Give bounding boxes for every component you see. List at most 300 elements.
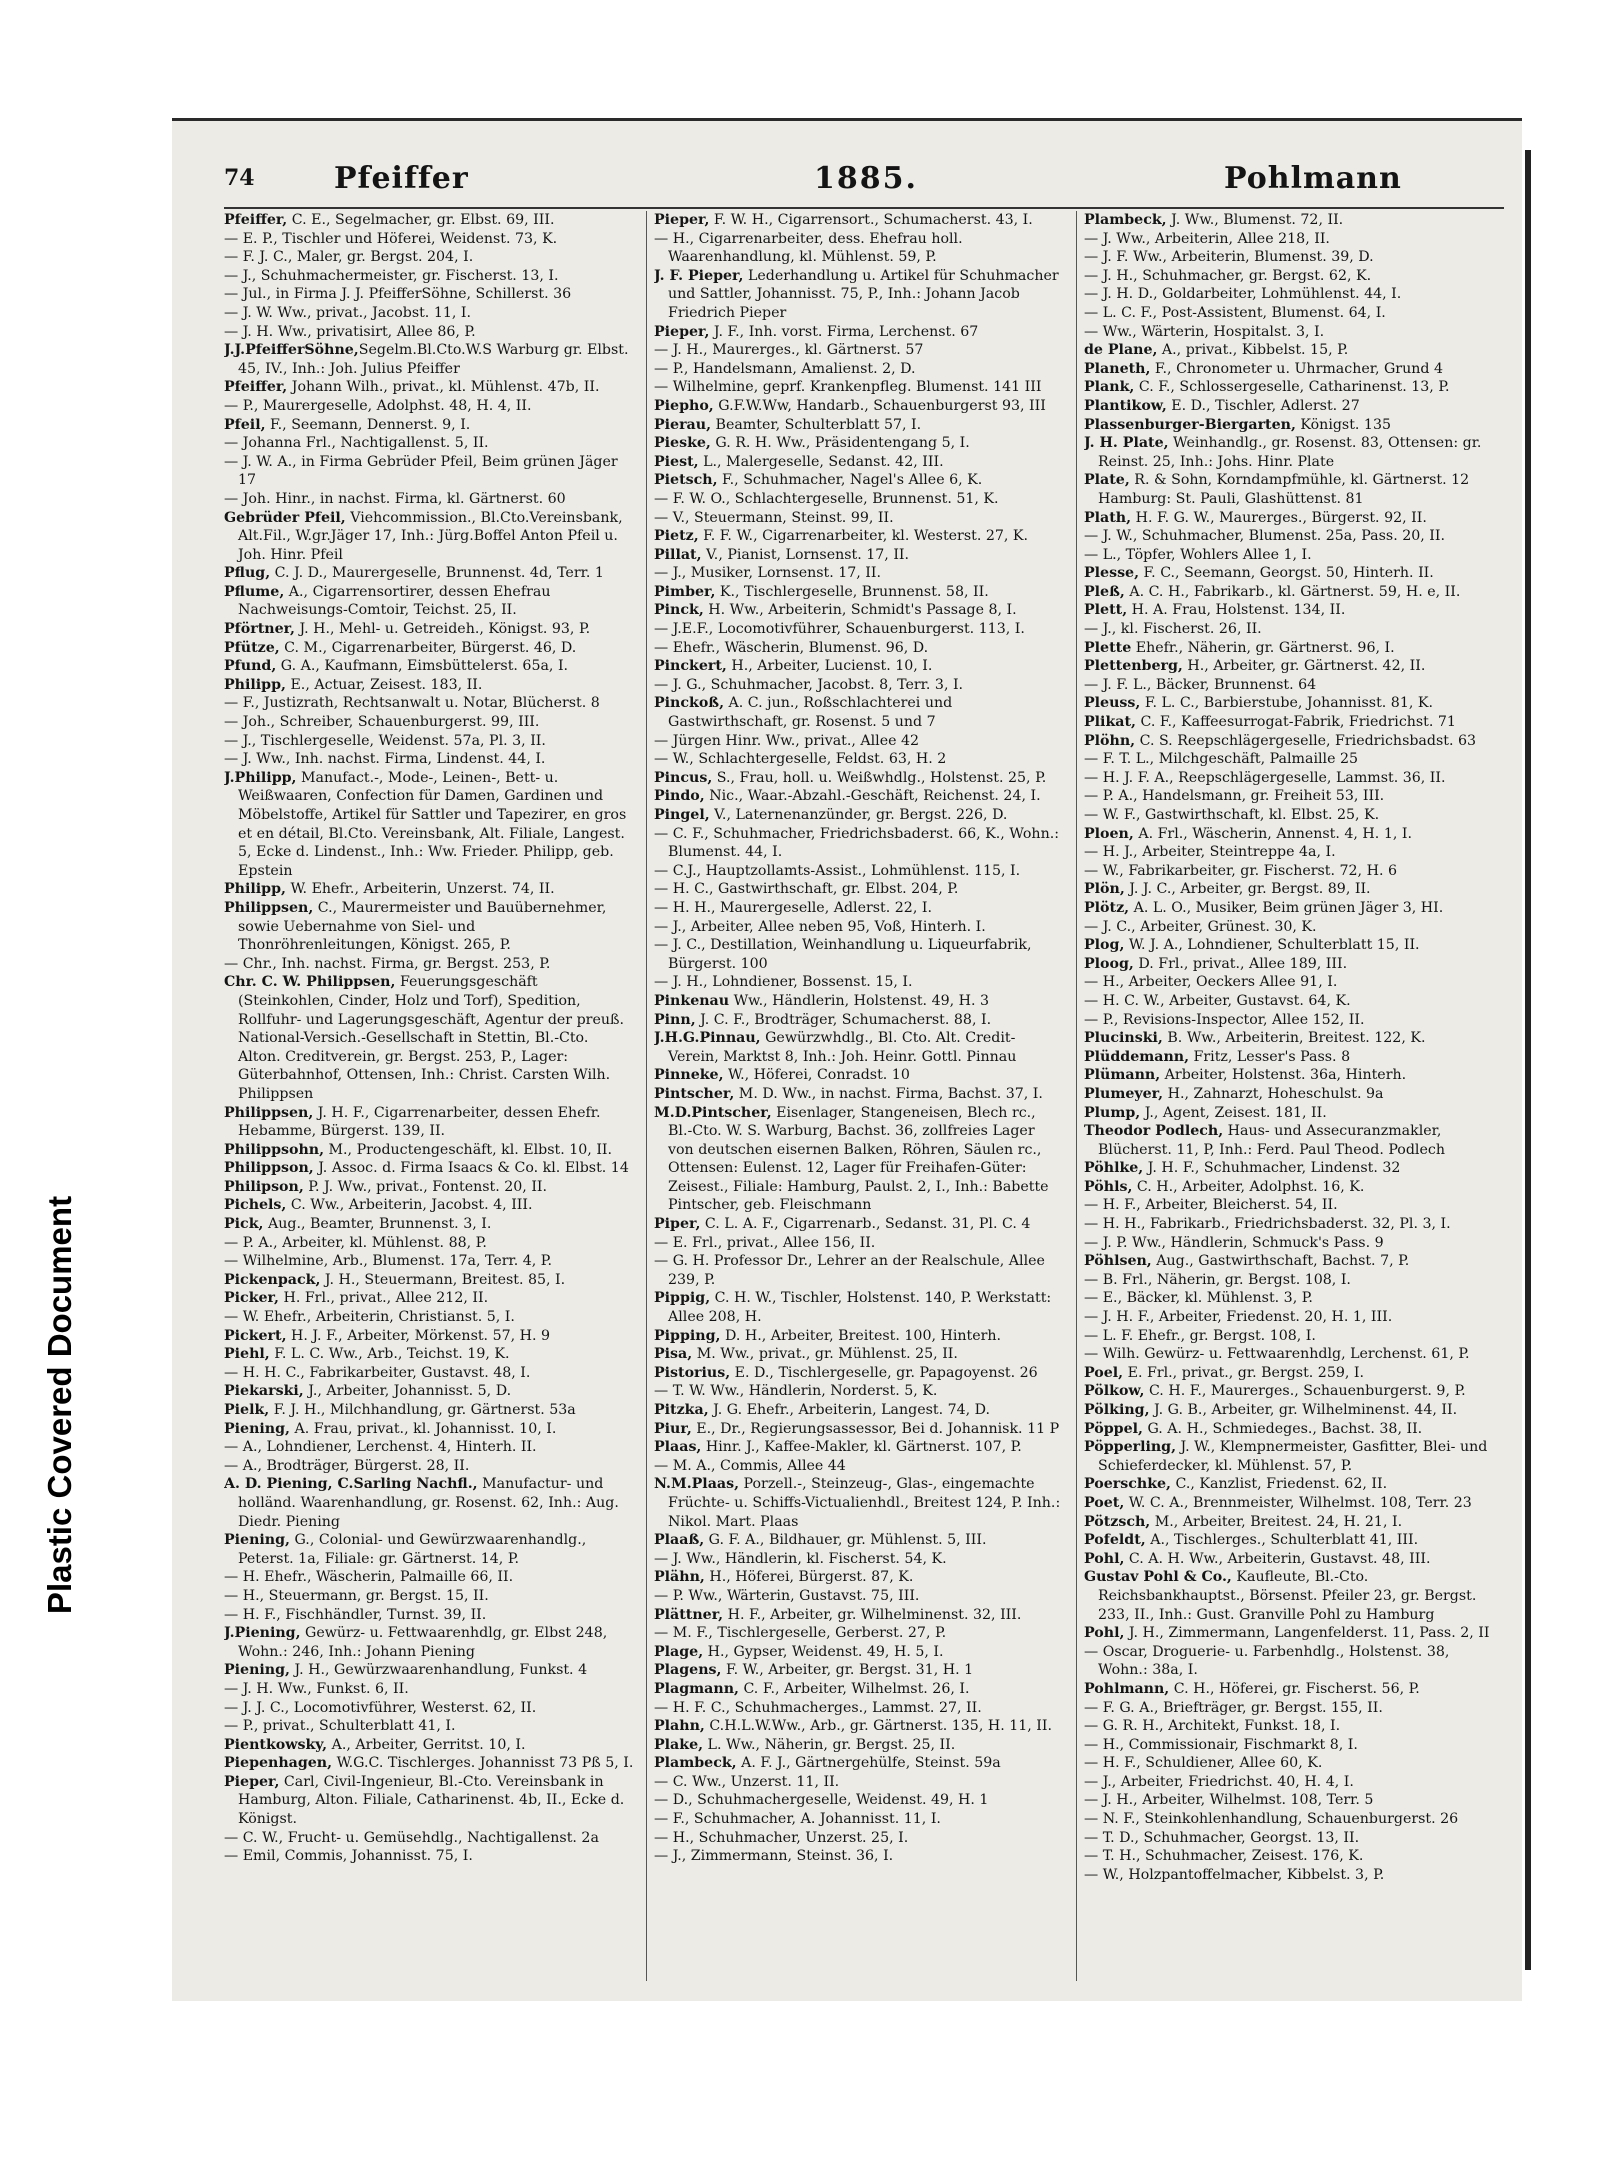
entry-name: Plaas, <box>654 1439 702 1456</box>
entry-text: A. Frl., Wäscherin, Annenst. 4, H. 1, I. <box>1133 825 1412 842</box>
entry-name: Pitzka, <box>654 1402 709 1418</box>
directory-entry <box>1084 601 1494 620</box>
entry-text: — H., Commissionair, Fischmarkt 8, I. <box>1084 1736 1358 1753</box>
directory-entry <box>224 509 634 565</box>
entry-text: C. F., Schlossergeselle, Catharinenst. 13, P. <box>1134 379 1450 396</box>
entry-text: Fritz, Lesser's Pass. 8 <box>1189 1048 1351 1065</box>
entry-name: Pöppel, <box>1084 1420 1143 1437</box>
entry-name: Pick, <box>224 1216 264 1233</box>
directory-entry <box>654 601 1064 620</box>
entry-name: Pistorius, <box>654 1364 731 1381</box>
entry-text: — J. F. L., Bäcker, Brunnenst. 64 <box>1084 676 1317 693</box>
page-header <box>224 161 1504 205</box>
directory-entry <box>1084 1420 1494 1439</box>
entry-name: Pieske, <box>654 435 711 452</box>
entry-text: — A., Brodträger, Bürgerst. 28, II. <box>224 1457 470 1474</box>
entry-text: Johann Wilh., privat., kl. Mühlenst. 47b, II. <box>287 379 600 396</box>
directory-entry <box>1084 583 1494 602</box>
directory-entry <box>654 1401 1064 1420</box>
entry-name: Plake, <box>654 1736 704 1753</box>
entry-text: — J. H. Ww., Funkst. 6, II. <box>224 1680 409 1697</box>
entry-name: Ploen, <box>1084 825 1134 842</box>
directory-entry <box>224 1699 634 1718</box>
directory-entry <box>1084 1252 1494 1271</box>
directory-entry <box>224 267 634 286</box>
directory-entry <box>224 1215 634 1234</box>
entry-text: J. H. F., Cigarrenarbeiter, dessen Ehefr. Hebamme, Bürgerst. 139, II. <box>238 1104 601 1140</box>
directory-entry <box>224 973 634 1103</box>
directory-entry <box>224 1308 634 1327</box>
directory-entry <box>224 750 634 769</box>
directory-entry <box>224 1401 634 1420</box>
entry-name: Chr. C. W. Philippsen, <box>224 974 396 991</box>
entry-text: — J. H. F., Arbeiter, Friedenst. 20, H. 1, III. <box>1084 1309 1393 1326</box>
entry-text: Aug., Gastwirthschaft, Bachst. 7, P. <box>1151 1253 1410 1270</box>
directory-entry <box>224 639 634 658</box>
entry-name: J.J.PfeifferSöhne, <box>224 342 359 359</box>
entry-text: — P., privat., Schulterblatt 41, I. <box>224 1718 456 1735</box>
directory-entry <box>1084 1327 1494 1346</box>
entry-text: — J. C., Arbeiter, Grünest. 30, K. <box>1084 918 1317 935</box>
entry-text: — Wilhelmine, Arb., Blumenst. 17a, Terr. 4, P. <box>224 1253 552 1270</box>
directory-entry <box>224 1178 634 1197</box>
directory-entry <box>654 936 1064 973</box>
directory-entry <box>654 992 1064 1011</box>
entry-text: A., Cigarrensortirer, dessen Ehefrau Nachweisungs-Comtoir, Teichst. 25, II. <box>238 583 551 619</box>
entry-text: — V., Steuermann, Steinst. 99, II. <box>654 509 894 526</box>
entry-name: Plaaß, <box>654 1532 705 1549</box>
header-right-keyword: Pohlmann <box>1224 161 1402 196</box>
header-rule <box>224 207 1504 209</box>
directory-entry <box>224 453 634 490</box>
entry-text: — P. Ww., Wärterin, Gustavst. 75, III. <box>654 1587 920 1604</box>
directory-entry <box>654 1550 1064 1569</box>
directory-entry <box>224 1661 634 1680</box>
entry-text: Arbeiter, Holstenst. 36a, Hinterh. <box>1160 1067 1407 1084</box>
entry-text: M., Arbeiter, Breitest. 24, H. 21, I. <box>1150 1513 1403 1530</box>
directory-entry <box>654 1624 1064 1643</box>
entry-name: Pfeiffer, <box>224 379 288 396</box>
entry-name: Pinckoß, <box>654 695 725 712</box>
entry-name: Piekarski, <box>224 1383 304 1400</box>
directory-entry <box>224 1438 634 1457</box>
directory-entry <box>1084 1810 1494 1829</box>
entry-text: F. W., Arbeiter, gr. Bergst. 31, H. 1 <box>721 1662 974 1679</box>
directory-entry <box>1084 248 1494 267</box>
entry-text: — P., Handelsmann, Amalienst. 2, D. <box>654 360 916 377</box>
entry-text: — J. Ww., Händlerin, kl. Fischerst. 54, K. <box>654 1550 947 1567</box>
directory-entry <box>224 341 634 378</box>
entry-name: Pöhls, <box>1084 1178 1133 1195</box>
directory-entry <box>1084 806 1494 825</box>
entry-name: Philippsen, <box>224 1104 314 1121</box>
entry-text: J. C. F., Brodträger, Schumacherst. 88, I. <box>695 1011 992 1028</box>
entry-text: Beamter, Schulterblatt 57, I. <box>711 416 922 433</box>
directory-entry <box>1084 1401 1494 1420</box>
entry-text: Porzell.-, Steinzeug-, Glas-, eingemachte Früchte- u. Schiffs-Victualienhdl., Breitest 124, P. Inh.: Nikol. Mart. Plaas <box>668 1476 1061 1530</box>
directory-entry <box>1084 1494 1494 1513</box>
directory-entry <box>1084 1791 1494 1810</box>
entry-text: C., Kanzlist, Friedenst. 62, II. <box>1171 1476 1388 1493</box>
entry-text: C. H. F., Maurerges., Schauenburgerst. 9, P. <box>1144 1383 1466 1400</box>
directory-entry <box>224 1624 634 1661</box>
directory-entry <box>1084 564 1494 583</box>
entry-text: — J. H., Lohndiener, Bossenst. 15, I. <box>654 974 913 991</box>
entry-text: D. Frl., privat., Allee 189, III. <box>1133 955 1348 972</box>
directory-entry <box>1084 1754 1494 1773</box>
entry-text: Segelm.Bl.Cto.W.S Warburg gr. Elbst. 45, IV., Inh.: Joh. Julius Pfeiffer <box>238 342 629 377</box>
directory-entry <box>224 620 634 639</box>
entry-text: A., Tischlerges., Schulterblatt 41, III. <box>1145 1532 1419 1549</box>
directory-entry <box>224 434 634 453</box>
entry-name: Plett, <box>1084 602 1128 619</box>
entry-name: Pohl, <box>1084 1550 1125 1567</box>
entry-text: — J. W. Ww., privat., Jacobst. 11, I. <box>224 304 472 321</box>
entry-text: F., Schuhmacher, Nagel's Allee 6, K. <box>717 472 983 489</box>
directory-entry <box>224 1587 634 1606</box>
directory-entry <box>224 694 634 713</box>
entry-name: Pieper, <box>654 212 710 228</box>
directory-entry <box>654 1754 1064 1773</box>
entry-text: F. L. C., Barbierstube, Johannisst. 81, K. <box>1140 695 1433 712</box>
entry-name: Pietsch, <box>654 472 718 489</box>
directory-entry <box>654 211 1064 230</box>
directory-entry <box>1084 267 1494 286</box>
entry-name: Pieper, <box>224 1773 280 1790</box>
entry-name: Plötz, <box>1084 899 1130 916</box>
entry-text: — H. C. W., Arbeiter, Gustavst. 64, K. <box>1084 992 1351 1009</box>
directory-entry <box>1084 1029 1494 1048</box>
directory-entry <box>224 1754 634 1773</box>
entry-text: Nic., Waar.-Abzahl.-Geschäft, Reichenst. 24, I. <box>704 788 1041 805</box>
entry-text: G., Colonial- und Gewürzwaarenhandlg., Peterst. 1a, Filiale: gr. Gärtnerst. 14, P. <box>238 1532 587 1567</box>
directory-entry <box>654 1531 1064 1550</box>
entry-text: G. A., Kaufmann, Eimsbüttelerst. 65a, I. <box>276 658 569 675</box>
entry-text: F., Seemann, Dennerst. 9, I. <box>265 416 471 433</box>
entry-name: Plüddemann, <box>1084 1048 1190 1065</box>
column-2 <box>654 211 1064 1981</box>
entry-name: Plette <box>1084 639 1132 656</box>
directory-entry <box>224 1475 634 1531</box>
entry-text: — G. H. Professor Dr., Lehrer an der Realschule, Allee 239, P. <box>654 1253 1045 1288</box>
entry-text: — Ww., Wärterin, Hospitalst. 3, I. <box>1084 323 1325 340</box>
entry-text: — E. P., Tischler und Höferei, Weidenst. 73, K. <box>224 230 558 247</box>
directory-entry <box>1084 676 1494 695</box>
entry-name: Pielk, <box>224 1402 270 1418</box>
entry-text: — J., Musiker, Lornsenst. 17, II. <box>654 565 882 582</box>
directory-entry <box>1084 230 1494 249</box>
directory-entry <box>654 973 1064 992</box>
directory-entry <box>654 1699 1064 1718</box>
directory-entry <box>1084 1866 1494 1885</box>
entry-name: N.M.Plaas, <box>654 1476 740 1493</box>
column-divider <box>1076 211 1077 1981</box>
directory-entry <box>1084 1531 1494 1550</box>
entry-text: — B. Frl., Näherin, gr. Bergst. 108, I. <box>1084 1271 1351 1288</box>
directory-entry <box>1084 992 1494 1011</box>
entry-name: Pimber, <box>654 583 716 600</box>
entry-name: Pieper, <box>654 323 710 340</box>
entry-text: J. J. C., Arbeiter, gr. Bergst. 89, II. <box>1124 881 1371 898</box>
directory-entry <box>224 583 634 620</box>
directory-entry <box>1084 1643 1494 1680</box>
entry-text: Ww., Händlerin, Holstenst. 49, H. 3 <box>729 992 990 1009</box>
directory-entry <box>224 676 634 695</box>
entry-text: Viehcommission., Bl.Cto.Vereinsbank, Alt.Fil., W.gr.Jäger 17, Inh.: Jürg.Boffel Anton Pfeil u. Joh. Hinr. Pfeil <box>238 509 623 563</box>
entry-text: — H., Schuhmacher, Unzerst. 25, I. <box>654 1829 909 1846</box>
entry-name: Pintscher, <box>654 1085 735 1102</box>
entry-text: — J., Arbeiter, Allee neben 95, Voß, Hinterh. I. <box>654 918 986 935</box>
entry-text: — F. G. A., Briefträger, gr. Bergst. 155, II. <box>1084 1699 1383 1716</box>
directory-entry <box>1084 509 1494 528</box>
directory-entry <box>654 1475 1064 1531</box>
entry-text: — J. H., Arbeiter, Wilhelmst. 108, Terr. 5 <box>1084 1792 1374 1809</box>
entry-name: Pincus, <box>654 769 713 786</box>
entry-name: Pölking, <box>1084 1402 1150 1418</box>
entry-text: Ehefr., Näherin, gr. Gärtnerst. 96, I. <box>1131 639 1395 656</box>
directory-entry <box>654 880 1064 899</box>
entry-text: — J., kl. Fischerst. 26, II. <box>1084 621 1262 638</box>
entry-name: Plikat, <box>1084 714 1136 731</box>
directory-entry <box>1084 1438 1494 1475</box>
directory-entry <box>224 880 634 899</box>
entry-name: Pientkowsky, <box>224 1736 328 1753</box>
header-left-keyword: Pfeiffer <box>334 161 469 196</box>
entry-name: Pichels, <box>224 1197 287 1214</box>
directory-entry <box>654 787 1064 806</box>
entry-text: A. C. jun., Roßschlachterei und Gastwirthschaft, gr. Rosenst. 5 und 7 <box>668 695 953 731</box>
entry-text: — M. A., Commis, Allee 44 <box>654 1457 846 1474</box>
entry-name: Pflug, <box>224 565 271 582</box>
directory-entry <box>1084 620 1494 639</box>
entry-text: Gewürz- u. Fettwaarenhdlg, gr. Elbst 248, Wohn.: 246, Inh.: Johann Piening <box>238 1625 608 1660</box>
entry-text: — C. F., Schuhmacher, Friedrichsbaderst. 66, K., Wohn.: Blumenst. 44, I. <box>654 825 1059 861</box>
entry-name: Pohl, <box>1084 1625 1125 1642</box>
directory-entry <box>654 490 1064 509</box>
entry-name: Plage, <box>654 1643 704 1660</box>
entry-text: C. L. A. F., Cigarrenarb., Sedanst. 31, Pl. C. 4 <box>700 1216 1031 1233</box>
directory-entry <box>1084 323 1494 342</box>
directory-entry <box>654 509 1064 528</box>
entry-text: G.F.W.Ww, Handarb., Schauenburgerst 93, III <box>713 397 1046 414</box>
entry-text: J. Ww., Blumenst. 72, II. <box>1166 212 1344 228</box>
directory-entry <box>654 1104 1064 1216</box>
entry-name: Plättner, <box>654 1606 724 1623</box>
entry-text: H. A. Frau, Holstenst. 134, II. <box>1127 602 1346 619</box>
entry-text: — L. F. Ehefr., gr. Bergst. 108, I. <box>1084 1327 1316 1344</box>
entry-text: — C. W., Frucht- u. Gemüsehdlg., Nachtigallenst. 2a <box>224 1829 599 1846</box>
entry-text: A., privat., Kibbelst. 15, P. <box>1157 342 1349 359</box>
entry-name: Piepenhagen, <box>224 1755 333 1772</box>
entry-text: Königst. 135 <box>1295 416 1392 433</box>
entry-text: P. J. Ww., privat., Fontenst. 20, II. <box>303 1178 548 1195</box>
entry-name: Pinneke, <box>654 1067 724 1084</box>
entry-name: Pfund, <box>224 658 277 675</box>
entry-name: Pietz, <box>654 528 699 545</box>
entry-text: — M. F., Tischlergeselle, Gerberst. 27, P. <box>654 1625 947 1642</box>
entry-name: Philippsen, <box>224 899 314 916</box>
directory-entry <box>224 1364 634 1383</box>
entry-text: F., Chronometer u. Uhrmacher, Grund 4 <box>1150 360 1443 377</box>
entry-text: — Wilh. Gewürz- u. Fettwaarenhdlg, Lerchenst. 61, P. <box>1084 1346 1470 1363</box>
entry-text: W. C. A., Brennmeister, Wilhelmst. 108, Terr. 23 <box>1124 1494 1472 1511</box>
directory-entry <box>654 694 1064 731</box>
entry-text: A. C. H., Fabrikarb., kl. Gärtnerst. 59, H. e, II. <box>1124 583 1461 600</box>
directory-entry <box>1084 1717 1494 1736</box>
entry-name: J.H.G.Pinnau, <box>654 1030 761 1047</box>
directory-entry <box>654 918 1064 937</box>
entry-text: H., Gypser, Weidenst. 49, H. 5, I. <box>703 1643 944 1660</box>
directory-page <box>172 118 1522 2001</box>
entry-text: M. Ww., privat., gr. Mühlenst. 25, II. <box>692 1346 958 1363</box>
directory-entry <box>1084 360 1494 379</box>
directory-entry <box>1084 694 1494 713</box>
entry-name: Philippsohn, <box>224 1141 325 1158</box>
directory-entry <box>654 1457 1064 1476</box>
entry-text: — W., Schlachtergeselle, Feldst. 63, H. 2 <box>654 751 947 768</box>
directory-entry <box>224 1289 634 1308</box>
directory-entry <box>224 955 634 974</box>
entry-name: Pförtner, <box>224 621 295 638</box>
entry-text: — W., Holzpantoffelmacher, Kibbelst. 3, P. <box>1084 1866 1385 1883</box>
directory-entry <box>1084 304 1494 323</box>
directory-entry <box>1084 211 1494 230</box>
directory-entry <box>1084 1271 1494 1290</box>
entry-text: H., Arbeiter, gr. Gärtnerst. 42, II. <box>1182 658 1426 675</box>
entry-text: F. L. C. Ww., Arb., Teichst. 19, K. <box>269 1346 510 1363</box>
entry-text: L., Malergeselle, Sedanst. 42, III. <box>698 453 944 470</box>
entry-text: — A., Lohndiener, Lerchenst. 4, Hinterh. II. <box>224 1439 537 1456</box>
entry-text: C.H.L.W.Ww., Arb., gr. Gärtnerst. 135, H. 11, II. <box>704 1718 1053 1735</box>
directory-entry <box>1084 1568 1494 1624</box>
entry-text: — W. F., Gastwirthschaft, kl. Elbst. 25, K. <box>1084 807 1380 823</box>
entry-text: H. F., Arbeiter, gr. Wilhelminenst. 32, III. <box>723 1606 1022 1623</box>
entry-text: V., Pianist, Lornsenst. 17, II. <box>701 546 910 563</box>
directory-entry <box>654 267 1064 323</box>
entry-text: — P., Revisions-Inspector, Allee 152, II. <box>1084 1011 1365 1028</box>
column-3 <box>1084 211 1494 1981</box>
entry-text: V., Laternenanzünder, gr. Bergst. 226, D. <box>709 807 1008 823</box>
entry-text: H., Höferei, Bürgerst. 87, K. <box>704 1569 914 1586</box>
directory-entry <box>654 1680 1064 1699</box>
entry-name: Plöhn, <box>1084 732 1136 749</box>
entry-text: J. H., Gewürzwaarenhandlung, Funkst. 4 <box>289 1662 588 1679</box>
entry-text: W., Höferei, Conradst. 10 <box>723 1067 910 1084</box>
entry-text: — J. H., Schuhmacher, gr. Bergst. 62, K. <box>1084 267 1372 284</box>
directory-entry <box>224 1568 634 1587</box>
entry-name: Plumeyer, <box>1084 1085 1164 1102</box>
entry-name: Philipp, <box>224 881 286 898</box>
entry-name: Gebrüder Pfeil, <box>224 509 346 526</box>
directory-entry <box>654 1029 1064 1066</box>
entry-text: H., Arbeiter, Lucienst. 10, I. <box>726 658 933 675</box>
entry-text: — F. W. O., Schlachtergeselle, Brunnenst. 51, K. <box>654 490 999 507</box>
entry-text: — J. H., Maurerges., kl. Gärtnerst. 57 <box>654 342 924 359</box>
directory-entry <box>224 769 634 881</box>
entry-name: de Plane, <box>1084 342 1158 359</box>
directory-entry <box>224 211 634 230</box>
entry-text: — J. W. A., in Firma Gebrüder Pfeil, Beim grünen Jäger 17 <box>224 453 618 489</box>
entry-text: Gewürzwhdlg., Bl. Cto. Alt. Credit-Verein, Marktst 8, Inh.: Joh. Heinr. Gottl. Pinnau <box>668 1030 1017 1065</box>
entry-text: — T. W. Ww., Händlerin, Norderst. 5, K. <box>654 1383 938 1400</box>
entry-name: Plog, <box>1084 937 1125 954</box>
entry-text: D. H., Arbeiter, Breitest. 100, Hinterh. <box>720 1327 1002 1344</box>
directory-entry <box>654 732 1064 751</box>
entry-name: Piper, <box>654 1216 701 1233</box>
directory-entry <box>654 527 1064 546</box>
entry-name: Piening, <box>224 1662 290 1679</box>
entry-text: — J., Zimmermann, Steinst. 36, I. <box>654 1848 894 1865</box>
directory-entry <box>654 1382 1064 1401</box>
directory-entry <box>654 1011 1064 1030</box>
entry-text: — H. H., Fabrikarb., Friedrichsbaderst. 32, Pl. 3, I. <box>1084 1216 1451 1233</box>
entry-text: J., Agent, Zeisest. 181, II. <box>1140 1104 1327 1121</box>
directory-entry <box>224 1736 634 1755</box>
entry-name: Pierau, <box>654 416 712 433</box>
directory-entry <box>654 230 1064 267</box>
directory-entry <box>654 1717 1064 1736</box>
directory-entry <box>224 657 634 676</box>
entry-text: Haus- und Assecuranzmakler, Blücherst. 11, P, Inh.: Ferd. Paul Theod. Podlech <box>1098 1123 1445 1158</box>
entry-text: — Chr., Inh. nachst. Firma, gr. Bergst. 253, P. <box>224 955 551 972</box>
entry-name: Plassenburger-Biergarten, <box>1084 416 1296 433</box>
directory-entry <box>654 453 1064 472</box>
entry-text: — H. F., Arbeiter, Bleicherst. 54, II. <box>1084 1197 1338 1214</box>
directory-entry <box>1084 1475 1494 1494</box>
directory-entry <box>224 323 634 342</box>
entry-text: M., Productengeschäft, kl. Elbst. 10, II. <box>324 1141 613 1158</box>
entry-text: — J. Ww., Arbeiterin, Allee 218, II. <box>1084 230 1330 247</box>
entry-name: Piur, <box>654 1420 692 1437</box>
entry-text: H. F. G. W., Maurerges., Bürgerst. 92, II. <box>1131 509 1427 526</box>
entry-text: C., Maurermeister und Bauübernehmer, sowie Uebernahme von Siel- und Thonröhrenleitungen, Königst. 265, P. <box>238 899 607 954</box>
entry-text: — P., Maurergeselle, Adolphst. 48, H. 4, II. <box>224 397 532 414</box>
directory-entry <box>224 1327 634 1346</box>
page-number: 74 <box>224 165 255 191</box>
directory-entry <box>1084 713 1494 732</box>
entry-text: — Joh. Hinr., in nachst. Firma, kl. Gärtnerst. 60 <box>224 490 566 507</box>
entry-text: — L., Töpfer, Wohlers Allee 1, I. <box>1084 546 1312 563</box>
entry-text: — J. H. D., Goldarbeiter, Lohmühlenst. 44, I. <box>1084 286 1402 303</box>
entry-name: Pölkow, <box>1084 1383 1145 1400</box>
entry-text: J. H., Mehl- u. Getreideh., Königst. 93, P. <box>295 621 591 638</box>
directory-entry <box>654 1643 1064 1662</box>
entry-text: Feuerungsgeschäft (Steinkohlen, Cinder, Holz und Torf), Spedition, Rollfuhr- und Lagerungsgeschäft, Agentur der preuß. National-Versich.-Gesellschaft in Stettin, Bl.-Cto. Alton. Creditverein, gr. Bergst. 253, P., Lager: Güterbahnhof, Ottensen, Inh.: Christ. Carsten Wilh. Philippsen <box>238 974 624 1102</box>
entry-text: — W. Ehefr., Arbeiterin, Christianst. 5, I. <box>224 1309 515 1326</box>
directory-entry <box>1084 341 1494 360</box>
entry-text: J. Assoc. d. Firma Isaacs & Co. kl. Elbst. 14 <box>313 1160 629 1177</box>
entry-name: Plambeck, <box>1084 212 1167 228</box>
directory-entry <box>1084 416 1494 435</box>
entry-name: Piepho, <box>654 397 714 414</box>
entry-text: — G. R. H., Architekt, Funkst. 18, I. <box>1084 1718 1341 1735</box>
directory-entry <box>224 564 634 583</box>
entry-text: L. Ww., Näherin, gr. Bergst. 25, II. <box>703 1736 956 1753</box>
entry-text: Aug., Beamter, Brunnenst. 3, I. <box>263 1216 492 1233</box>
entry-text: J. H. F., Schuhmacher, Lindenst. 32 <box>1143 1160 1401 1177</box>
entry-text: — J., Arbeiter, Friedrichst. 40, H. 4, I. <box>1084 1773 1354 1790</box>
entry-text: — Ehefr., Wäscherin, Blumenst. 96, D. <box>654 639 929 656</box>
entry-name: Piening, <box>224 1532 290 1549</box>
entry-name: Plambeck, <box>654 1755 737 1772</box>
entry-text: K., Tischlergeselle, Brunnenst. 58, II. <box>715 583 989 600</box>
directory-entry <box>1084 434 1494 471</box>
entry-text: H. Ww., Arbeiterin, Schmidt's Passage 8, I. <box>703 602 1017 619</box>
entry-text: C. E., Segelmacher, gr. Elbst. 69, III. <box>287 212 555 228</box>
entry-name: Pipping, <box>654 1327 721 1344</box>
entry-name: Philipp, <box>224 676 286 693</box>
directory-entry <box>1084 880 1494 899</box>
